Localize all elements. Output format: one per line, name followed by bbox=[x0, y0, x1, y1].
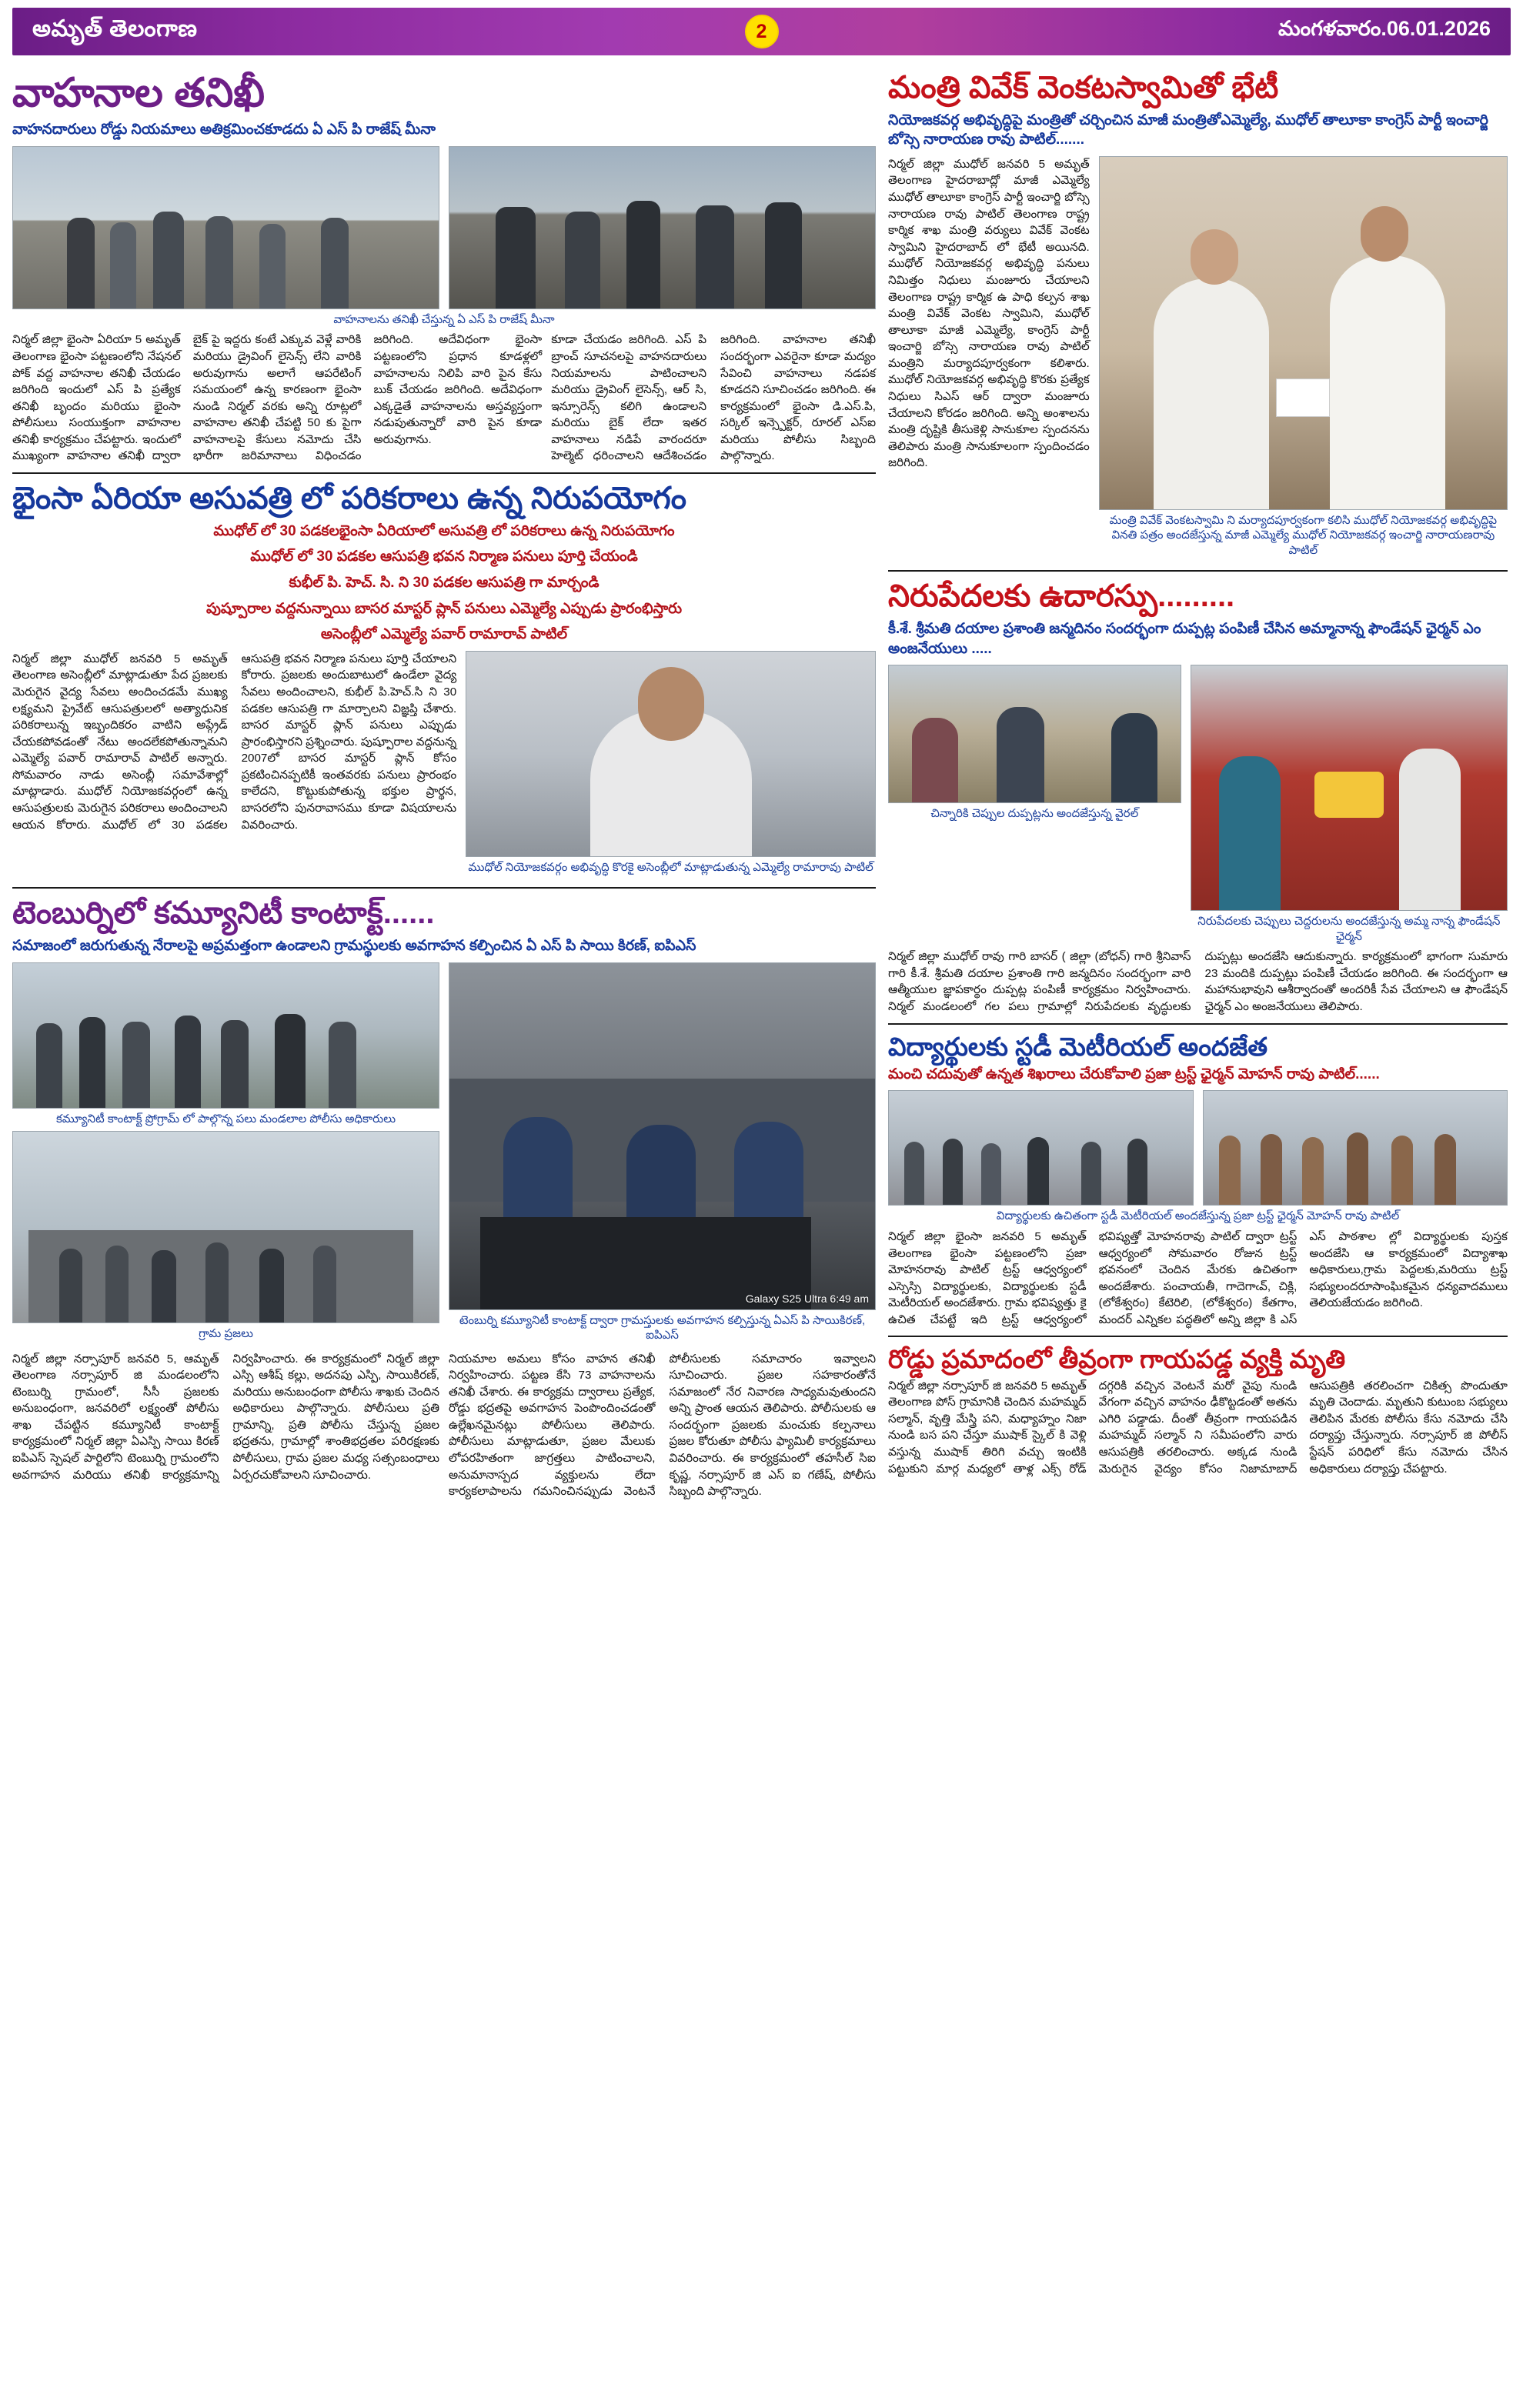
photo-camera-stamp: Galaxy S25 Ultra 6:49 am bbox=[745, 1292, 869, 1305]
article-minister-meet bbox=[888, 71, 1508, 562]
article-community-contact bbox=[12, 896, 876, 1499]
bhainsa-equipment-body: నిర్మల్ జిల్లా ముధోల్ జనవరి 5 అమృత్ తెలంగాణ అసెంబ్లీలో మాట్లాడుతూ పేద ప్రజలకు మెరుగైన వైద్య సేవలు అందించడమే ముఖ్య లక్ష్యమని ప్రైవేట్ ఆసుపత్రులలో అత్యాధునిక పరికరాలున్న ఇబ్బందికరం వాటిని అప్గ్రేడ్ చేయకపోవడంతో నేటు అందలేకపోతున్నామని ఎమ్మెల్యే పవార్ రామారావ్ పాటిల్ అన్నారు. సోమవారం నాడు అసెంబ్లీ సమావేశాల్లో మాట్లాడారు. ముధోల్ నియోజకవర్గంలో ఉన్న ఆసుపత్రులకు మెరుగైన పరికరాలు అందించాలని ఆయన కోరారు. ముధోల్ లో 30 పడకల ఆసుపత్రి భవన నిర్మాణ పనులు పూర్తి చేయాలని కోరారు. ప్రజలకు అందుబాటులో ఉండేలా వైద్య సేవలు అందించాలని, కుభీల్ పి.హెచ్.సి ని 30 పడకల ఆసుపత్రి గా మార్చాలని విజ్ఞప్తి చేశారు. బాసర మాస్టర్ ప్లాన్ పనులు ఎప్పుడు ప్రారంభిస్తారని ప్రశ్నించారు. పుష్పూరాల వద్దనున్న 2007లో బాసర మాస్టర్ ప్లాన్ కోసం ప్రకటించినప్పటికీ ఇంతవరకు పనులు ప్రారంభం కాలేదని, కొట్టుకుపోతున్న భక్తుల ప్రార్థన, బాసరలోని పునరావాసము కూడా విషయాలను వివరించారు. bbox=[12, 652, 457, 832]
community-contact-subhead: సమాజంలో జరుగుతున్న నేరాలపై అప్రమత్తంగా ఉండాలని గ్రామస్థులకు అవగాహన కల్పించిన ఏ ఎస్ పి సాయి కిరణ్, ఐపిఎస్ bbox=[12, 937, 696, 954]
article-study-material bbox=[888, 1032, 1508, 1329]
photo-needy-help-1 bbox=[888, 665, 1181, 803]
photo-study-material-2 bbox=[1203, 1090, 1508, 1206]
needy-help-headline: నిరుపేదలకు ఉదారస్పు......... bbox=[888, 579, 1235, 614]
community-contact-caption-village: గ్రామ ప్రజలు bbox=[199, 1327, 253, 1341]
masthead-date: మంగళవారం.06.01.2026 bbox=[1278, 17, 1491, 40]
left-column bbox=[12, 66, 876, 1503]
study-material-headline: విద్యార్థులకు స్టడీ మెటీరియల్ అందజేత bbox=[888, 1032, 1268, 1061]
bhainsa-bullet-5: అసెంబ్లీలో ఎమ్మెల్యే పవార్ రామారావ్ పాటిల్ bbox=[320, 626, 568, 643]
minister-meet-body: నిర్మల్ జిల్లా ముధోల్ జనవరి 5 అమృత్ తెలంగాణ హైదరాబాద్లో మాజీ ఎమ్మెల్యే ముధోల్ తాలూకా కాంగ్రెస్ పార్టీ ఇంచార్జి బోస్సె నారాయణ రావు పాటిల్ తెలంగాణ రాష్ట్ర కార్మిక శాఖ మంత్రి వర్యులు వివేక్ వెంకట స్వామిని హైదరాబాద్ లో భేటీ అయినది. ముధోల్ నియోజకవర్గ అభివృద్ధి పనులు నిమిత్తం నిధులు మంజూరు చేయాలని తెలంగాణ రాష్ట్ర కార్మిక ఉ పాధి కల్పన శాఖ మంత్రి వివేక్ వెంకట స్వామిని, ముధోల్ తాలూకా మాజీ ఎమ్మెల్యే, కాంగ్రెస్ పార్టీ ఇంచార్జి బోస్సె నారాయణ రావు పాటిల్ మంత్రిని మర్యాదపూర్వకంగా కలిశారు. ముధోల్ నియోజకవర్గ అభివృద్ధి కొరకు ప్రత్యేక నిధులు సిఎస్ ఆర్ ద్వారా మంజూరు చేయాలని కోరడం జరిగింది. అన్ని అంశాలను మంత్రి దృష్టికి తీసుకెళ్లి సానుకూల స్పందనను తెలిపారు మంత్రి సానుకూలంగా స్పందించడం జరిగింది. bbox=[888, 157, 1090, 470]
bhainsa-equipment-caption: ముధోల్ నియోజకవర్గం అభివృద్ధి కొరకై అసెంబ్లీలో మాట్లాడుతున్న ఎమ్మెల్యే రామారావు పాటిల్ bbox=[468, 860, 873, 874]
study-material-subhead: మంచి చదువుతో ఉన్నత శిఖరాలు చేరుకోవాలి ప్రజా ట్రస్ట్ ఛైర్మన్ మోహన్ రావు పాటిల్...... bbox=[888, 1066, 1380, 1082]
needy-help-subhead: కీ.శే. శ్రీమతి దయాల ప్రశాంతి జన్మదినం సందర్భంగా దుప్పట్ల పంపిణీ చేసిన అమ్మానాన్న ఫౌండేషన్ ఛైర్మన్ ఎం అంజనేయులు ..... bbox=[888, 620, 1481, 657]
page-number-badge: 2 bbox=[745, 15, 779, 48]
photo-community-contact-1 bbox=[12, 962, 439, 1109]
needy-help-caption-right: నిరుపేదలకు చెప్పులు చెద్దరులను అందజేస్తున్న అమ్మ నాన్న ఫౌండేషన్ ఛైర్మన్ bbox=[1197, 915, 1501, 943]
bhainsa-bullet-3: కుభీల్ పి. హెచ్. సి. ని 30 పడకల ఆసుపత్రి గా మార్చండి bbox=[289, 574, 600, 591]
community-contact-body-2: నియమాల అమలు కోసం వాహన తనిఖీ నిర్వహించారు. పట్టణ కేసి 73 వాహనాలను తనిఖీ చేశారు. ఈ కార్యక్రమ ద్వారాలు ప్రత్యేక, రోడ్డు భద్రతపై అవగాహన పెంపొందించడంతో ఉల్లేఖనమైనట్లు పోలీసులు తెలిపారు. పోలీసులు మాట్లాడుతూ, ప్రజల మేలుకు లోపరహితంగా జాగ్రత్తలు పాటించాలని, అనుమానాస్పద వ్యక్తులను లేదా కార్యకలాపాలను గమనించినప్పుడు వెంటనే పోలీసులకు సమాచారం ఇవ్వాలని సూచించారు. ప్రజల సహకారంతోనే సమాజంలో నేర నివారణ సాధ్యమవుతుందని అన్ని ప్రాంత ఆయన తెలిపారు. పోలీసులకు ఆ సందర్భంగా ప్రజలకు మంచుకు కల్పనాలు ప్రజల కోరుతూ పోలీసు ఫ్యామిలీ కార్యక్రమాలు వివరించారు. ఈ కార్యక్రమంలో తహసీల్ సిఐ కృష్ణ, నర్సాపూర్ జి ఎస్ ఐ గణేష్, పోలీసు సిబ్బంది పాల్గొన్నారు. bbox=[449, 1352, 876, 1499]
bhainsa-bullet-4: పుష్పూరాల వద్దనున్నాయి బాసర మాస్టర్ ప్లాన్ పనులు ఎమ్మెల్యే ఎప్పుడు ప్రారంభిస్తారు bbox=[205, 600, 683, 617]
study-material-body: నిర్మల్ జిల్లా భైంసా జనవరి 5 అమృత్ తెలంగాణ భైంసా పట్టణంలోని ప్రజా మోహనరావు పాటిల్ ట్రస్ట్ ఆధ్వర్యంలో ఎస్సెస్సి విద్యార్థులకు, విద్యార్థులకు స్టడీ మెటీరియల్ అందజేశారు. గ్రామ భవిష్యత్తు కై ఉచిత చేపట్టే ఇది ట్రస్ట్ ఆధ్వర్యంలో భవిష్యత్తో మోహనరావు పాటిల్ ద్వారా ట్రస్ట్ ఆధ్వర్యంలో సోమవారం రోజున ట్రస్ట్ భవనంలో చెందిన మేరకు ఉచితంగా అందజేశారు. పంచాయతీ, గాదెగాఁవ్, చిక్లి, (లోకేశ్వరం) కేటెరిలి, (లోకేశ్వరం) కేతగాం, మందర్ ఎన్నికల పద్ధతిలో అన్ని జిల్లా కి ఎస్ ఎస్ పాఠశాల ల్లో విద్యార్థులకు పుస్తక అందజేసి ఆ కార్యక్రమంలో విద్యాశాఖ అధికారులు,గ్రామ పెద్దలకు,మరియు ట్రస్ట్ సభ్యులందరూసాంఘికమైన ధన్యవాదములు తెలియజేయడం జరిగింది. bbox=[888, 1229, 1508, 1326]
needy-help-body: నిర్మల్ జిల్లా ముధోల్ రావు గారి బాసర్ ( జిల్లా (బోధన్) గారి శ్రీనివాస్ గారి కీ.శే. శ్రీమతి దయాల ప్రశాంతి గారి జన్మదినం సందర్భంగా వారి ఆత్మీయుల జ్ఞాపకార్థం దుప్పట్ల పంపిణీ కార్యక్రమం నిర్వహించారు. నిర్మల్ మండలంలో గల పలు గ్రామాల్లో నిరుపేదలకు వృద్ధులకు దుప్పట్లు అందజేసి ఆదుకున్నారు. కార్యక్రమంలో భాగంగా సుమారు 23 మందికి దుప్పట్లు పంపిణీ చేయడం జరిగింది. ఈ సందర్భంగా ఆ మహానుభావుని ఆశీర్వాదంతో అందరికీ సేవ చేయాలని ఆ ఫౌండేషన్ ఛైర్మన్ ఎం అంజనేయులు తెలిపారు. bbox=[888, 950, 1508, 1013]
study-material-caption: విద్యార్థులకు ఉచితంగా స్టడీ మెటీరియల్ అందజేస్తున్న ప్రజా ట్రస్ట్ ఛైర్మన్ మోహన్ రావు పాటిల్ bbox=[996, 1209, 1400, 1223]
vehicle-check-headline: వాహనాల తనిఖీ bbox=[12, 71, 266, 115]
photo-community-contact-village bbox=[12, 1131, 439, 1323]
minister-meet-headline: మంత్రి వివేక్ వెంకటస్వామితో భేటీ bbox=[888, 71, 1279, 105]
road-accident-headline: రోడ్డు ప్రమాదంలో తీవ్రంగా గాయపడ్డ వ్యక్తి మృతి bbox=[888, 1345, 1346, 1374]
right-column bbox=[888, 66, 1508, 1503]
community-contact-headline: టెంబుర్నిలో కమ్యూనిటీ కాంటాక్ట్...... bbox=[12, 896, 435, 931]
community-contact-caption-bottom: టెంబుర్ని కమ్యూనిటీ కాంటాక్ట్ ద్వారా గ్రామస్తులకు అవగాహన కల్పిస్తున్న ఏఎస్ పి సాయికిరణ్, ఐపిఎస్ bbox=[459, 1313, 866, 1342]
minister-meet-subhead: నియోజకవర్గ అభివృద్ధిపై మంత్రితో చర్చించిన మాజీ మంత్రితోఎమ్మెల్యే, ముధోల్ తాలూకా కాంగ్రెస్ పార్టీ ఇంచార్జి బోస్సె నారాయణ రావు పాటిల్....... bbox=[888, 112, 1488, 148]
community-contact-body: నిర్మల్ జిల్లా నర్సాపూర్ జనవరి 5, ఆమృత్ తెలంగాణ నర్సాపూర్ జి మండలంలోని టెంబుర్ని గ్రామంలో, సీసీ ప్రజలకు అనుబంధంగా, జనవరిలో లక్ష్యంతో పోలీసు శాఖ చేపట్టిన కమ్యూనిటీ కాంటాక్ట్ కార్యక్రమంలో నిర్మల్ జిల్లా ఏఎస్పి సాయి కిరణ్ ఐపిఎస్ స్పెషల్ పార్టిలోని టెంబుర్ని గ్రామంలోని అవగాహన మరియు తనిఖీ కార్యక్రమాన్ని నిర్వహించారు. ఈ కార్యక్రమంలో నిర్మల్ జిల్లా ఎస్సి ఆశీష్ కల్లు, అదనపు ఎస్పి, సాయికిరణ్, మరియు అనుబంధంగా పోలీసు శాఖకు చెందిన అధికారులు పాల్గొన్నారు. పోలీసులు ప్రతి గ్రామాన్ని, ప్రతి పోలీసు చేస్తున్న ప్రజల భద్రతను, గ్రామాల్లో శాంతిభద్రతల పరిరక్షణకు పోలీసులు, గ్రామ ప్రజల మధ్య సత్సంబంధాలు ఏర్పరచుకోవాలని సూచించారు. bbox=[12, 1352, 439, 1482]
newspaper-page bbox=[0, 8, 1523, 1519]
article-vehicle-check bbox=[12, 71, 876, 465]
bhainsa-bullet-2: ముధోల్ లో 30 పడకల ఆసుపత్రి భవన నిర్మాణ పనులు పూర్తి చేయండి bbox=[250, 549, 638, 565]
masthead bbox=[12, 8, 1511, 55]
bhainsa-equipment-headline: భైంసా ఏరియా అసువత్రి లో పరికరాలు ఉన్న నిరుపయోగం bbox=[12, 482, 686, 515]
vehicle-check-caption: వాహనాలను తనిఖీ చేస్తున్న ఏ ఎస్ పి రాజేష్ మీనా bbox=[333, 312, 555, 326]
photo-study-material-1 bbox=[888, 1090, 1194, 1206]
vehicle-check-body: నిర్మల్ జిల్లా భైంసా ఏరియా 5 అమృత్ తెలంగాణ భైంసా పట్టణంలోని నేషనల్ పోక్ వద్ద వాహనాల తనిఖీ చేయడం జరిగింది ఇందులో ఎస్ పి ప్రత్యేక తనిఖీ బృందం మరియు భైంసా పోలీసులు సంయుక్తంగా వాహనాల తనిఖీ కార్యక్రమం చేపట్టారు. ఇందులో ముఖ్యంగా వాహనాల తనిఖీ ద్వారా బైక్ పై ఇద్దరు కంటే ఎక్కువ వెళ్లే వారికి మరియు డ్రైవింగ్ లైసెన్స్ లేని వారికి అరువుగాను అలాగే ఆపరేటింగ్ సమయంలో ఉన్న కారణంగా భైంసా నుండి నిర్మల్ వరకు అన్ని రూట్లలో వాహనాల తనిఖీ చేపట్టి 50 కు పైగా వాహనాలపై కేసులు నమోదు చేసి భారీగా జరిమానాలు విధించడం జరిగింది. అదేవిధంగా భైంసా పట్టణంలోని ప్రధాన కూడళ్లలో వాహనాలను నిలిపి వారి పైన కేసు బుక్ చేయడం జరిగింది. అదేవిధంగా ఎక్కడైతే వాహనాలను అస్తవ్యస్తంగా నడుపుతున్నారో వారి పైన కూడా అరువుగాను. bbox=[12, 333, 543, 463]
page-columns bbox=[12, 66, 1511, 1503]
bhainsa-bullet-1: ముధోల్ లో 30 పడకలభైంసా ఏరియాలో అసువత్రి లో పరికరాలు ఉన్న నిరుపయోగం bbox=[213, 522, 675, 539]
article-bhainsa-equipment bbox=[12, 482, 876, 879]
community-contact-caption-top: కమ్యూనిటీ కాంటాక్ట్ ప్రోగ్రామ్ లో పాల్గొన్న పలు మండలాల పోలీసు అధికారులు bbox=[55, 1112, 396, 1126]
photo-vehicle-check-2 bbox=[449, 146, 876, 309]
vehicle-check-subhead: వాహనదారులు రోడ్డు నియమాలు అతిక్రమించకూడదు ఏ ఎస్ పి రాజేష్ మీనా bbox=[12, 122, 436, 138]
masthead-brand: అమృత్ తెలంగాణ bbox=[32, 15, 198, 42]
photo-community-contact-2 bbox=[449, 962, 876, 1310]
minister-meet-caption: మంత్రి వివేక్ వెంకటస్వామి ని మర్యాదపూర్వకంగా కలిసి ముధోల్ నియోజకవర్గ అభివృద్ధిపై వినతి పత్రం అందజేస్తున్న మాజీ ఎమ్మెల్యే ముధోల్ నియోజకవర్గ ఇంచార్జి నారాయణరావు పాటిల్ bbox=[1109, 513, 1498, 557]
vehicle-check-body-2: కూడా చేయడం జరిగింది. ఎస్ పి బ్రాంచ్ సూచనలపై వాహనదారులు నియమాలను పాటించాలని మరియు డ్రైవింగ్ లైసెన్స్, ఆర్ సి, ఇన్సూరెన్స్ కలిగి ఉండాలని మరియు బైక్ లేదా ఇతర వాహనాలు నడిపే వారందరూ హెల్మెట్ ధరించాలని ఆదేశించడం జరిగింది. వాహనాల తనిఖీ సందర్భంగా ఎవరైనా కూడా మద్యం సేవించి వాహనాలు నడపక కూడదని సూచించడం జరిగింది. ఈ కార్యక్రమంలో భైంసా డి.ఎస్.పి, సర్కిల్ ఇన్స్పెక్టర్, రూరల్ ఎస్ఐ మరియు పోలీసు సిబ్బంది పాల్గొన్నారు. bbox=[551, 333, 876, 463]
article-needy-help bbox=[888, 579, 1508, 1015]
photo-needy-help-2 bbox=[1191, 665, 1508, 911]
photo-minister-meet bbox=[1099, 156, 1508, 510]
photo-assembly-speech bbox=[466, 651, 876, 857]
photo-vehicle-check-1 bbox=[12, 146, 439, 309]
article-road-accident bbox=[888, 1345, 1508, 1477]
needy-help-caption-left: చిన్నారికి చెప్పుల దుప్పట్లను అందజేస్తున్న వైరల్ bbox=[930, 807, 1139, 821]
road-accident-body: నిర్మల్ జిల్లా నర్సాపూర్ జి జనవరి 5 అమృత్ తెలంగాణ పోస్ గ్రామానికి చెందిన మహమ్మద్ సల్మాన్, వృత్తి మేస్త్రి పని, మధ్యాహ్నం నిజా నుండి బస పని చేస్తూ ముషాక్ స్కైల్ కి వెళ్లి వస్తున్న ముషాక్ తిరిగి వచ్చు ఇంటికి పట్టుకుని మార్గ మధ్యలో తాళ్ల ఎక్స్ రోడ్ దగ్గరికి వచ్చిన వెంటనే మరో వైపు నుండి వేగంగా వచ్చిన వాహనం ఢీకొట్టడంతో అతను ఎగిరి పడ్డాడు. దీంతో తీవ్రంగా గాయపడిన మహమ్మద్ సల్మాన్ ని సమీపంలోని వారు ఆసుపత్రికి తరలించారు. అక్కడ నుండి మెరుగైన వైద్యం కోసం నిజామాబాద్ ఆసుపత్రికి తరలించగా చికిత్స పొందుతూ మృతి చెందాడు. మృతుని కుటుంబ సభ్యులు తెలిపిన మేరకు పోలీసు కేసు నమోదు చేసి దర్యాప్తు చేస్తున్నారు. నర్సాపూర్ జి పోలీస్ స్టేషన్ పరిధిలో కేసు నమోదు చేసిన అధికారులు దర్యాప్తు చేపట్టారు. bbox=[888, 1379, 1508, 1476]
